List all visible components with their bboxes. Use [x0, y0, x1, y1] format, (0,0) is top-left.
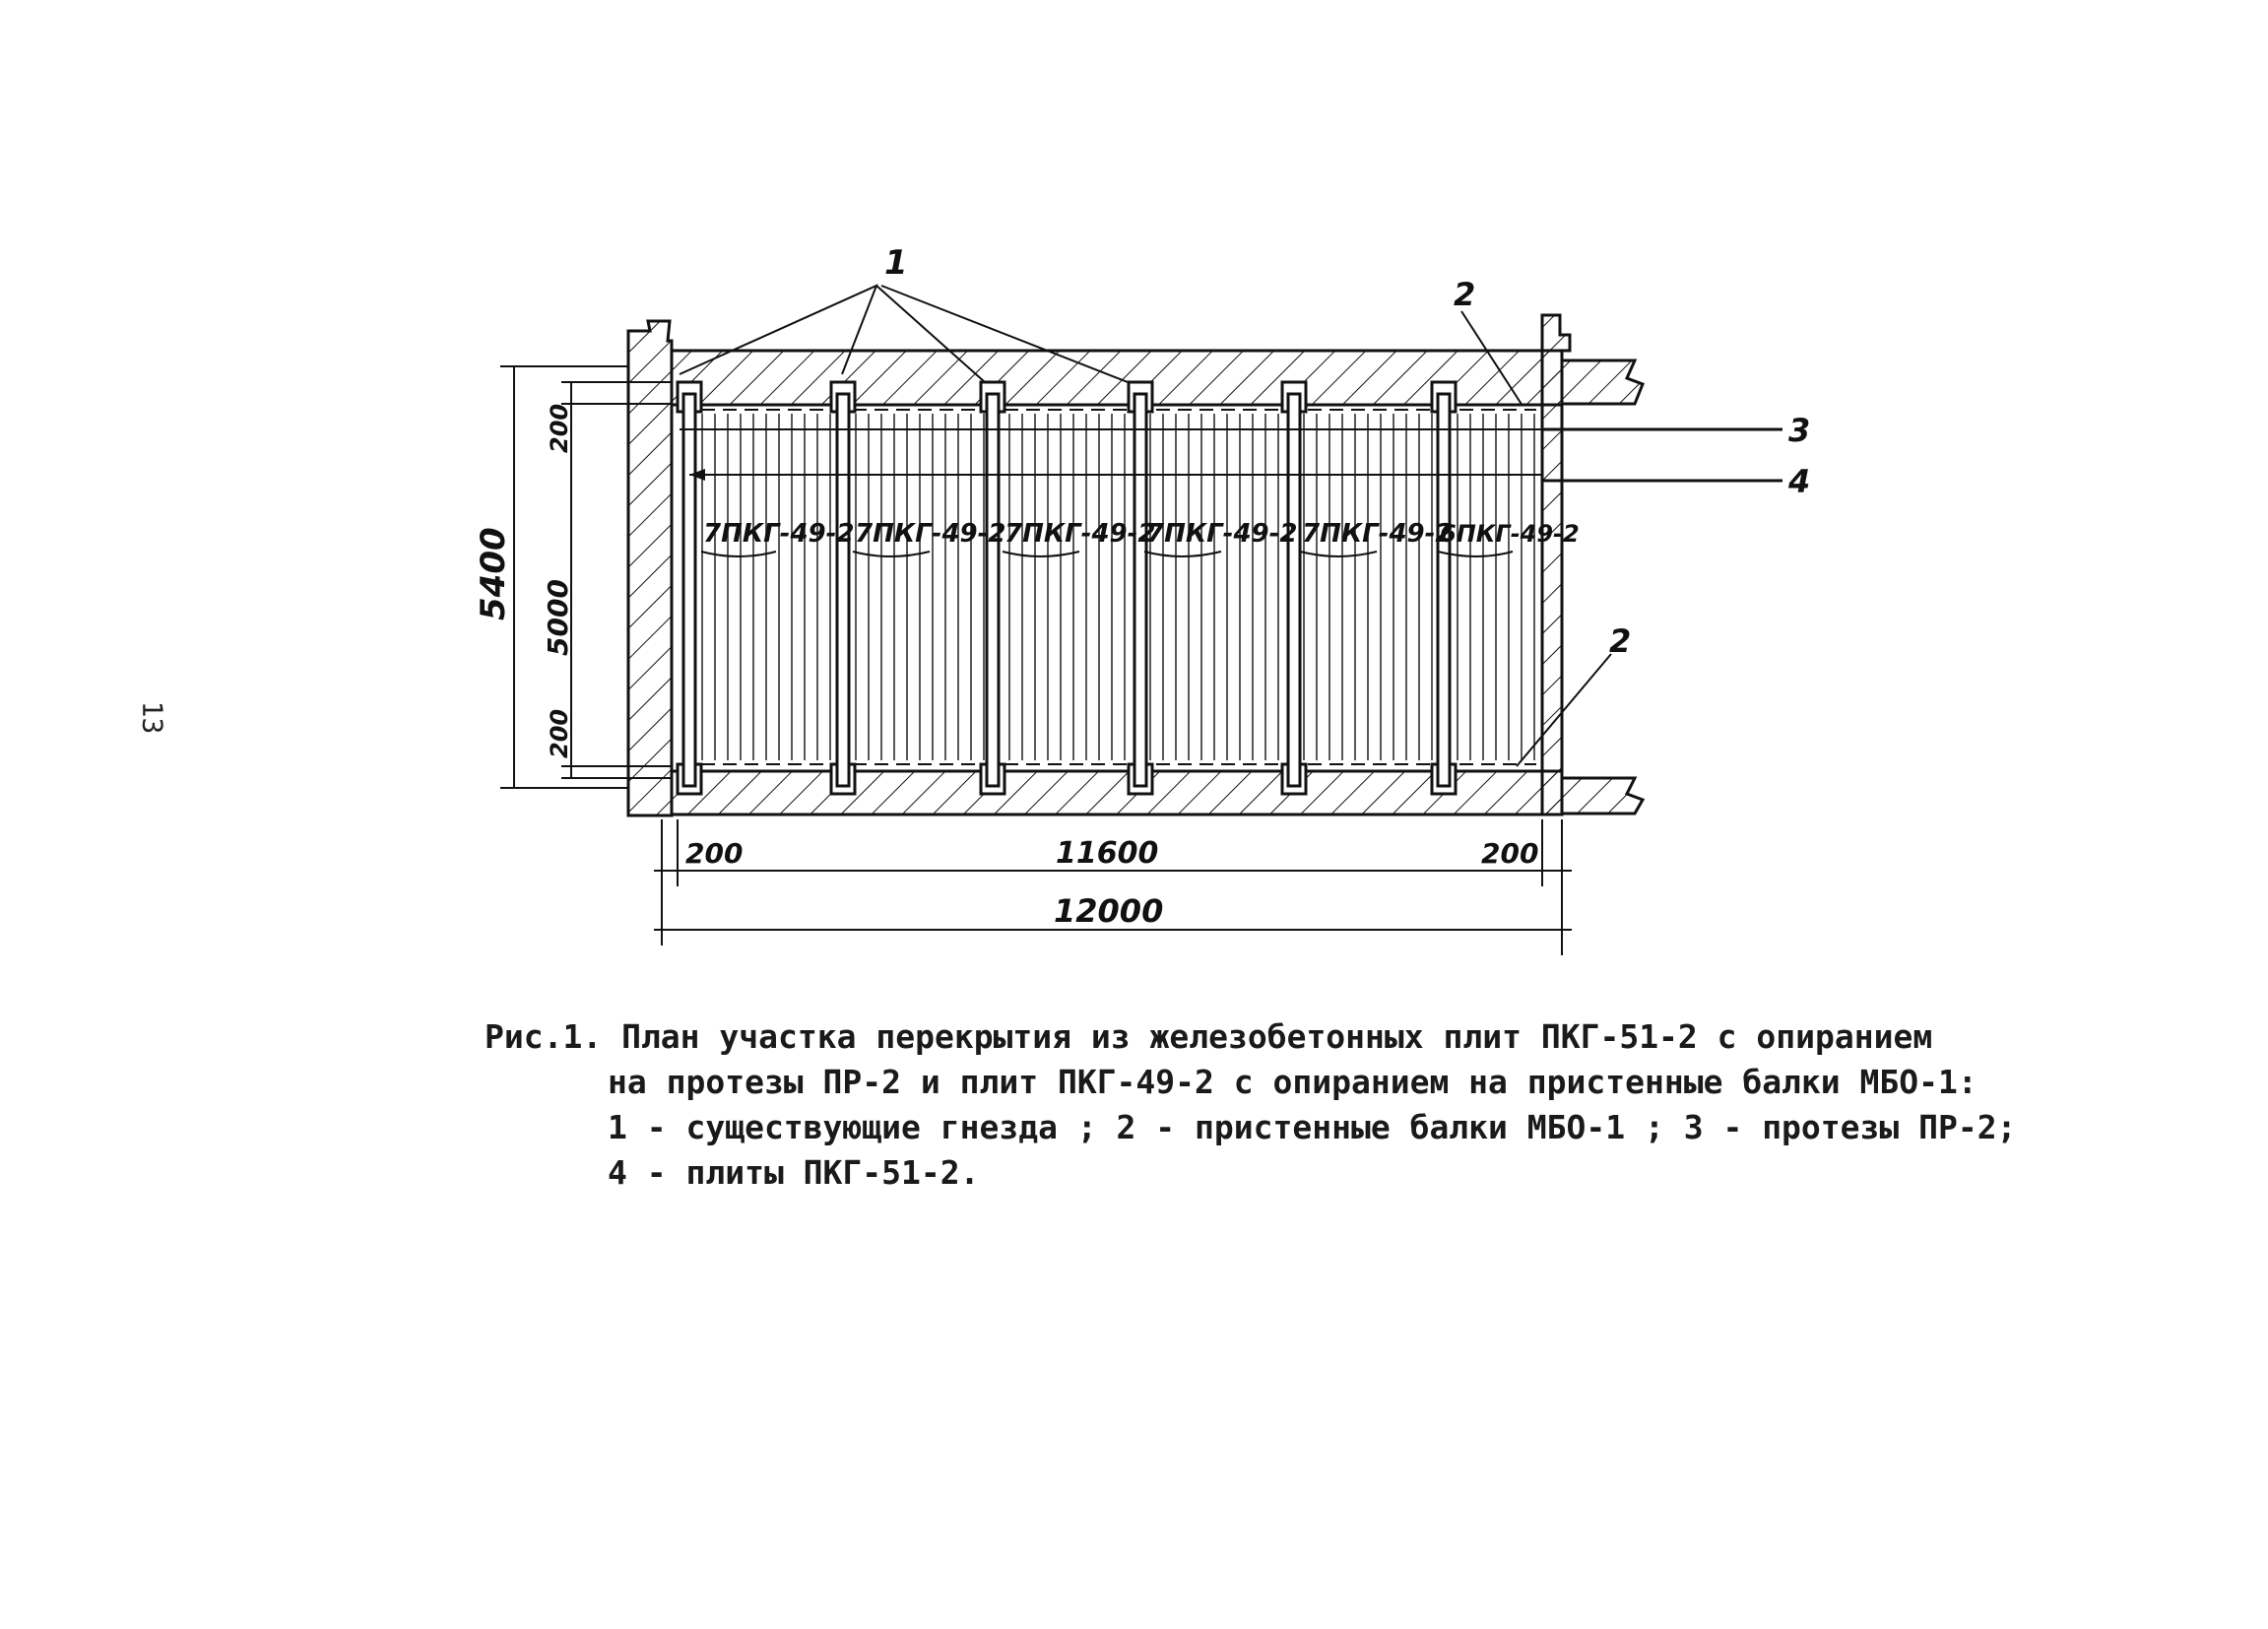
caption-line-2: на протезы ПР-2 и плит ПКГ-49-2 с опиранием на пристенные балки МБО-1:	[608, 1063, 1977, 1101]
dim-top-strip: 200	[546, 403, 573, 453]
dim-middle: 5000	[542, 579, 574, 656]
plate-label: 7ПКГ-49-2	[855, 519, 1006, 549]
bottom-wall	[672, 771, 1643, 814]
callout-number: 2	[1609, 622, 1632, 660]
dim-left-strip: 200	[685, 837, 744, 870]
callout-number: 2	[1454, 276, 1476, 313]
caption-line-1: Рис.1. План участка перекрытия из железобетонных плит ПКГ-51-2 с опиранием	[485, 1017, 1933, 1056]
plate-label: 6ПКГ-49-2	[1440, 520, 1580, 548]
plate-label: 7ПКГ-49-2	[1004, 519, 1156, 549]
callout-3	[1788, 412, 1810, 449]
plate-label: 7ПКГ-49-2	[703, 519, 855, 549]
dim-right-strip: 200	[1481, 837, 1539, 870]
plate-label: 7ПКГ-49-2	[1146, 519, 1298, 549]
caption-line-4: 4 - плиты ПКГ-51-2.	[608, 1153, 980, 1192]
callout-number: 3	[1788, 412, 1811, 449]
figure-caption	[485, 1014, 2159, 1196]
dim-bottom-strip: 200	[546, 708, 573, 758]
caption-line-3: 1 - существующие гнезда ; 2 - пристенные балки МБО-1 ; 3 - протезы ПР-2;	[608, 1108, 2017, 1146]
slab-area	[672, 405, 1542, 771]
callout-4	[1787, 463, 1810, 500]
plate-label: 7ПКГ-49-2	[1302, 519, 1454, 549]
page-number: 13	[136, 700, 169, 735]
dim-span: 11600	[1056, 836, 1159, 871]
dim-overall-height: 5400	[474, 527, 513, 620]
horizontal-dimensions	[654, 819, 1572, 955]
left-wall	[628, 321, 672, 815]
callout-number: 4	[1788, 463, 1811, 500]
top-wall	[672, 351, 1643, 405]
dim-overall-length: 12000	[1054, 892, 1164, 930]
callout-number: 1	[884, 243, 908, 283]
